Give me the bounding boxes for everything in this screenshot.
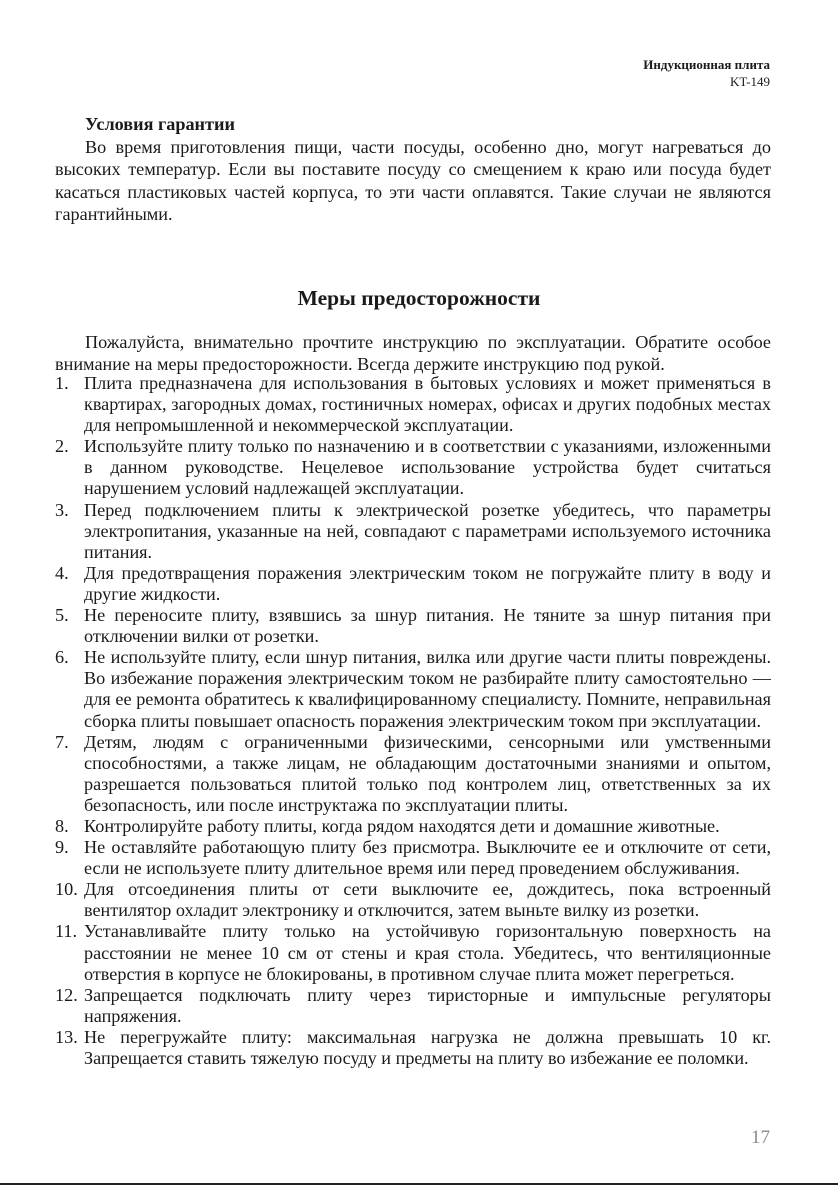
list-item-number: 8. bbox=[55, 815, 69, 836]
list-item bbox=[55, 1027, 771, 1069]
list-item-number: 3. bbox=[55, 499, 69, 520]
list-item-number: 4. bbox=[55, 562, 69, 583]
list-item bbox=[55, 985, 771, 1027]
list-item-text: Контролируйте работу плиты, когда рядом находятся дети и домашние животные. bbox=[84, 815, 720, 836]
list-item-number: 5. bbox=[55, 605, 69, 626]
list-item-text: Детям, людям с ограниченными физическими, сенсорными или умственными способностями, а также лицам, не обладающим достаточными знаниями и опытом, разрешается пользоваться плитой только под контролем лиц, ответственных за их безопасность, или после инструктажа по эксплуатации плиты. bbox=[84, 731, 771, 815]
list-item bbox=[55, 879, 771, 921]
warranty-title: Условия гарантии bbox=[85, 114, 235, 134]
list-item-number: 7. bbox=[55, 731, 69, 752]
list-item-text: Для отсоединения плиты от сети выключите ее, дождитесь, пока встроенный вентилятор охладит электронику и отключится, затем выньте вилку из розетки. bbox=[84, 879, 771, 921]
precautions-list bbox=[55, 373, 771, 1069]
list-item-number: 9. bbox=[55, 837, 69, 858]
list-item-number: 2. bbox=[55, 436, 69, 457]
list-item bbox=[55, 373, 771, 436]
list-item-number: 6. bbox=[55, 647, 69, 668]
list-item-text: Устанавливайте плиту только на устойчивую горизонтальную поверхность на расстоянии не менее 10 см от стены и края стола. Убедитесь, что вентиляционные отверстия в корпусе не блокированы, в противном случае плита может перегреться. bbox=[84, 921, 771, 984]
list-item bbox=[55, 732, 771, 816]
list-item-number: 11. bbox=[55, 921, 78, 942]
list-item bbox=[55, 436, 771, 499]
list-item-text: Не перегружайте плиту: максимальная нагрузка не должна превышать 10 кг. Запрещается ставить тяжелую посуду и предметы на плиту во избежание ее поломки. bbox=[84, 1026, 771, 1068]
list-item-text: Используйте плиту только по назначению и в соответствии с указаниями, изложенными в данном руководстве. Нецелевое использование устройства будет считаться нарушением условий надлежащей эксплуатации. bbox=[84, 436, 771, 499]
precautions-title: Меры предосторожности bbox=[297, 286, 541, 310]
list-item-text: Не используйте плиту, если шнур питания, вилка или другие части плиты повреждены. Во избежание поражения электрическим током не разбирайте плиту самостоятельно — для ее ремонта обратитесь к квалифицированному специалисту. Помните, неправильная сборка плиты повышает опасность поражения электрическим током при эксплуатации. bbox=[84, 647, 771, 731]
list-item bbox=[55, 837, 771, 879]
header-product-name: Индукционная плита bbox=[643, 57, 770, 72]
list-item bbox=[55, 921, 771, 984]
page-bottom-rule bbox=[0, 1183, 838, 1185]
list-item-number: 1. bbox=[55, 373, 69, 393]
page-number: 17 bbox=[751, 1127, 770, 1148]
list-item-text: Не переносите плиту, взявшись за шнур питания. Не тяните за шнур питания при отключении вилки от розетки. bbox=[84, 605, 771, 647]
list-item bbox=[55, 563, 771, 605]
list-item-text: Для предотвращения поражения электрическим током не погружайте плиту в воду и другие жидкости. bbox=[84, 562, 771, 604]
list-item-number: 13. bbox=[55, 1026, 78, 1047]
list-item-text: Перед подключением плиты к электрической розетке убедитесь, что параметры электропитания, указанные на ней, совпадают с параметрами используемого источника питания. bbox=[84, 499, 771, 562]
list-item bbox=[55, 500, 771, 563]
page-header bbox=[643, 56, 770, 90]
list-item-text: Не оставляйте работающую плиту без присмотра. Выключите ее и отключите от сети, если не используете плиту длительное время или перед проведением обслуживания. bbox=[84, 837, 771, 879]
list-item-text: Плита предназначена для использования в бытовых условиях и может применяться в квартирах, загородных домах, гостиничных номерах, офисах и других подобных местах для непромышленной и некоммерческой эксплуатации. bbox=[84, 373, 771, 436]
list-item bbox=[55, 816, 771, 837]
precautions-intro: Пожалуйста, внимательно прочтите инструкцию по эксплуатации. Обратите особое внимание на меры предосторожности. Всегда держите инструкцию под рукой. bbox=[55, 332, 771, 375]
warranty-section bbox=[55, 113, 771, 226]
list-item bbox=[55, 605, 771, 647]
warranty-text: Во время приготовления пищи, части посуды, особенно дно, могут нагреваться до высоких температур. Если вы поставите посуду со смещением к краю или посуда будет касаться пластиковых частей корпуса, то эти части оплавятся. Такие случаи не являются гарантийными. bbox=[55, 136, 771, 225]
list-item-number: 10. bbox=[55, 879, 78, 900]
header-model-number: KT-149 bbox=[730, 74, 770, 89]
list-item bbox=[55, 647, 771, 731]
list-item-number: 12. bbox=[55, 984, 78, 1005]
list-item-text: Запрещается подключать плиту через тиристорные и импульсные регуляторы напряжения. bbox=[84, 984, 771, 1026]
